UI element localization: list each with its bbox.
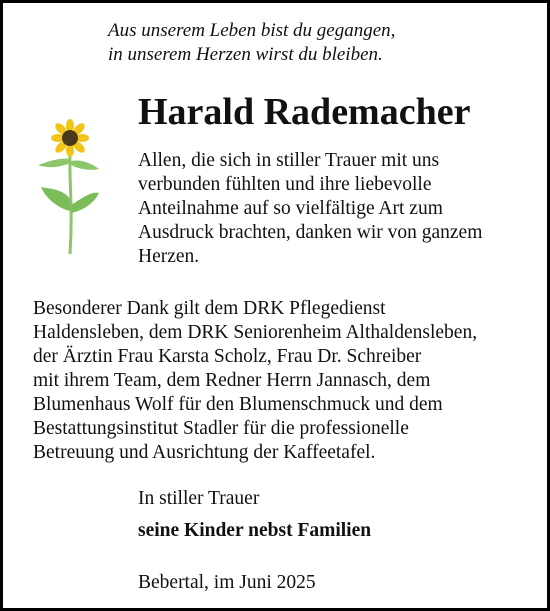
place-date: Bebertal, im Juni 2025	[138, 572, 316, 593]
thanks-paragraph: Allen, die sich in stiller Trauer mit uns verbunden fühlten und ihre liebevolle Anteilnahme auf so vielfältige Art zum Ausdruck brachten, danken wir von ganzem Herzen.	[138, 150, 483, 267]
signature-family: seine Kinder nebst Familien	[138, 520, 372, 541]
sunflower-icon	[33, 119, 103, 259]
special-thanks-paragraph: Besonderer Dank gilt dem DRK Pflegedienst Haldensleben, dem DRK Seniorenheim Althaldensleben, der Ärztin Frau Karsta Scholz, Frau Dr. Schreiber mit ihrem Team, dem Redner Herrn Jannasch, dem Blumenhaus Wolf für den Blumenschmuck und dem Bestattungsinstitut Stadler für die professionelle Betreuung und Ausrichtung der Kaffeetafel.	[33, 298, 478, 463]
closing-label: In stiller Trauer	[138, 488, 260, 509]
deceased-name: Harald Rademacher	[138, 91, 471, 133]
motto-verse: Aus unserem Leben bist du gegangen, in unserem Herzen wirst du bleiben.	[108, 20, 396, 65]
